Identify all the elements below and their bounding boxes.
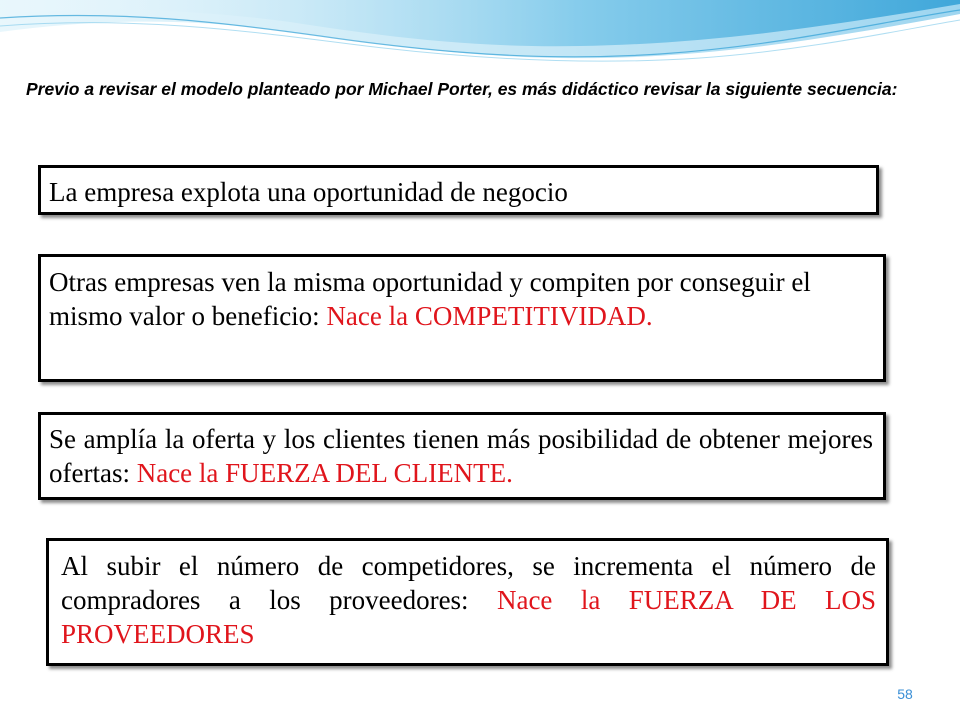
step-3-highlight: Nace la FUERZA DEL CLIENTE. (136, 458, 513, 488)
step-4-body: Al subir el número de competidores, se incrementa el número de compradores a los proveedores: (61, 551, 876, 615)
step-3-text (49, 422, 873, 490)
step-4-highlight: Nace la FUERZA DE LOS PROVEEDORES (61, 585, 876, 649)
step-2-body: Otras empresas ven la misma oportunidad y compiten por conseguir el mismo valor o beneficio: (49, 267, 811, 331)
sequence-step-1 (38, 165, 879, 215)
step-2-highlight: Nace la COMPETITIVIDAD. (326, 301, 653, 331)
sequence-step-4 (46, 538, 889, 666)
step-2-text (49, 265, 873, 333)
intro-text: Previo a revisar el modelo planteado por Michael Porter, es más didáctico revisar la siguiente secuencia: (26, 79, 898, 99)
step-1-body: La empresa explota una oportunidad de negocio (49, 177, 568, 207)
page-number: 58 (897, 686, 913, 702)
decorative-wave (0, 0, 960, 80)
sequence-step-2 (38, 254, 886, 382)
sequence-step-3 (38, 412, 886, 500)
step-3-body: Se amplía la oferta y los clientes tienen más posibilidad de obtener mejores ofertas: (49, 424, 873, 488)
step-4-text (61, 549, 876, 651)
step-1-text (49, 175, 876, 209)
